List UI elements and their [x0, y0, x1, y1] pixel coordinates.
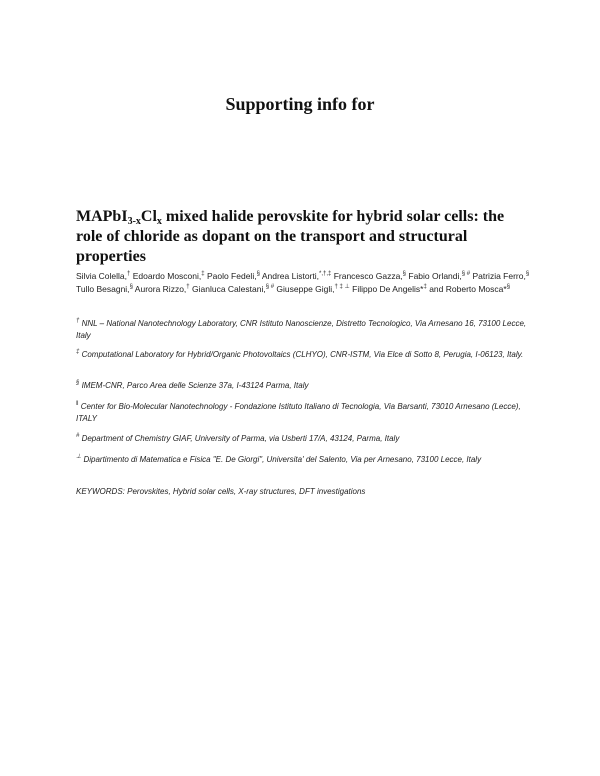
supporting-info-heading: Supporting info for: [225, 94, 375, 114]
author-affiliation-mark: §: [256, 271, 260, 277]
author-name: Gianluca Calestani,: [189, 284, 266, 294]
affiliation-parma: [76, 433, 536, 445]
author-affiliation-mark: †: [186, 284, 190, 290]
author-name: Francesco Gazza,: [331, 271, 403, 281]
affiliation-text: Computational Laboratory for Hybrid/Organic Photovoltaics (CLHYO), CNR-ISTM, Via Elce di Sotto 8, Perugia, I-06123, Italy.: [79, 350, 524, 359]
author-name: Tullo Besagni,: [76, 284, 130, 294]
affiliation-mark: ‖: [76, 401, 79, 407]
affiliation-iit: [76, 401, 536, 425]
author-name: Patrizia Ferro,: [470, 271, 526, 281]
affiliation-text: Department of Chemistry GIAF, University of Parma, via Usberti 17/A, 43124, Parma, Italy: [79, 434, 400, 443]
author-affiliation-mark: §: [506, 284, 511, 290]
author-name: Aurora Rizzo,: [132, 284, 187, 294]
author-name: Silvia Colella,: [76, 271, 128, 281]
title-subscript: 3-x: [127, 216, 141, 227]
author-affiliation-mark: ‡: [423, 284, 427, 290]
author-name: Fabio Orlandi,: [406, 271, 462, 281]
author-name: Filippo De Angelis*: [349, 284, 424, 294]
title-part: MAPbI: [76, 208, 128, 225]
affiliation-salento: [76, 454, 536, 466]
title-subscript: x: [156, 216, 162, 227]
author-affiliation-mark: §: [129, 284, 133, 290]
affiliation-text: NNL – National Nanotechnology Laboratory, CNR Istituto Nanoscienze, Distretto Tecnologico, Via Arnesano 16, 73100 Lecce, Italy: [76, 319, 527, 340]
affiliation-clhyo: [76, 349, 536, 361]
title-part: Cl: [140, 208, 157, 225]
author-name: Andrea Listorti,: [259, 271, 319, 281]
keywords-line: KEYWORDS: Perovskites, Hybrid solar cells, X-ray structures, DFT investigations: [76, 487, 366, 496]
author-affiliation-mark: §: [402, 271, 407, 277]
author-affiliation-mark: † ‡ ⊥: [334, 284, 350, 290]
author-affiliation-mark: § #: [265, 284, 275, 290]
affiliation-mark: †: [76, 318, 80, 324]
author-affiliation-mark: †: [127, 271, 131, 277]
author-affiliation-mark: §: [525, 271, 530, 277]
author-name: and Roberto Mosca*: [426, 284, 507, 294]
title-part: mixed halide perovskite for hybrid solar cells: the role of chloride as dopant on the transport and structural properties: [76, 208, 505, 265]
affiliation-text: Dipartimento di Matematica e Fisica "E. De Giorgi", Universita' del Salento, Via per Arnesano, 73100 Lecce, Italy: [81, 455, 482, 464]
affiliation-text: Center for Bio-Molecular Nanotechnology - Fondazione Istituto Italiano di Tecnologia, Via Barsanti, 73010 Arnesano (Lecce), ITALY: [76, 402, 521, 423]
author-affiliation-mark: *,†,‡: [318, 271, 332, 277]
author-affiliation-mark: § #: [461, 271, 471, 277]
author-affiliation-mark: ‡: [201, 271, 205, 277]
paper-title: [76, 207, 526, 267]
affiliation-imem: [76, 380, 536, 392]
author-list: [76, 270, 536, 296]
affiliation-text: IMEM-CNR, Parco Area delle Scienze 37a, I-43124 Parma, Italy: [79, 381, 309, 390]
affiliation-mark: #: [76, 433, 80, 439]
affiliation-mark: §: [76, 380, 80, 386]
author-name: Giuseppe Gigli,: [274, 284, 335, 294]
affiliation-nnl: [76, 318, 536, 342]
affiliation-mark: ‡: [76, 349, 80, 355]
affiliation-mark: ⊥: [76, 454, 82, 460]
author-name: Edoardo Mosconi,: [130, 271, 202, 281]
author-name: Paolo Fedeli,: [204, 271, 257, 281]
